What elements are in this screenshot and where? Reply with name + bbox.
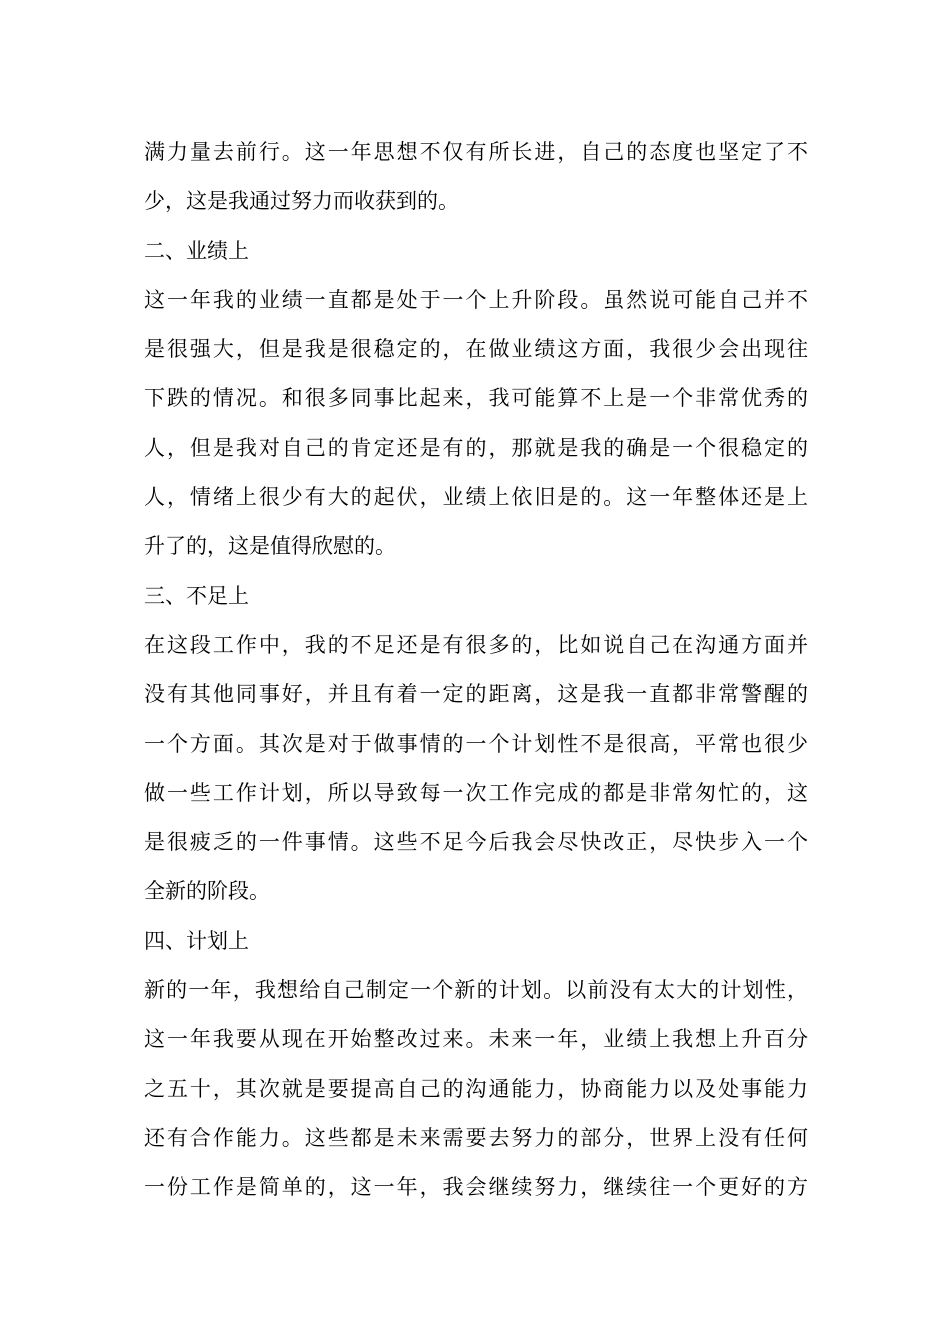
text-line-16: 全新的阶段。 [144,879,270,904]
text-line-6: 下跌的情况。和很多同事比起来，我可能算不上是一个非常优秀的 [144,386,808,411]
text-line-13: 一个方面。其次是对于做事情的一个计划性不是很高，平常也很少 [144,731,808,756]
text-line-2: 少，这是我通过努力而收获到的。 [144,189,459,214]
text-line-15: 是很疲乏的一件事情。这些不足今后我会尽快改正，尽快步入一个 [144,830,808,855]
text-line-7: 人，但是我对自己的肯定还是有的，那就是我的确是一个很稳定的 [144,435,808,460]
text-line-21: 还有合作能力。这些都是未来需要去努力的部分，世界上没有任何 [144,1125,808,1150]
text-line-14: 做一些工作计划，所以导致每一次工作完成的都是非常匆忙的，这 [144,780,808,805]
text-line-11: 在这段工作中，我的不足还是有很多的，比如说自己在沟通方面并 [144,632,808,657]
text-line-9: 升了的，这是值得欣慰的。 [144,534,396,559]
text-line-18: 新的一年，我想给自己制定一个新的计划。以前没有太大的计划性， [144,978,808,1003]
text-line-20: 之五十，其次就是要提高自己的沟通能力，协商能力以及处事能力 [144,1076,808,1101]
text-line-12: 没有其他同事好，并且有着一定的距离，这是我一直都非常警醒的 [144,682,808,707]
text-line-4: 这一年我的业绩一直都是处于一个上升阶段。虽然说可能自己并不 [144,287,808,312]
section-heading-performance: 二、业绩上 [144,238,249,263]
section-heading-plan: 四、计划上 [144,928,249,953]
text-line-5: 是很强大，但是我是很稳定的，在做业绩这方面，我很少会出现往 [144,337,808,362]
text-line-22: 一份工作是简单的，这一年，我会继续努力，继续往一个更好的方 [144,1175,808,1200]
section-heading-shortcomings: 三、不足上 [144,583,249,608]
text-line-8: 人，情绪上很少有大的起伏，业绩上依旧是的。这一年整体还是上 [144,485,808,510]
text-line-1: 满力量去前行。这一年思想不仅有所长进，自己的态度也坚定了不 [144,140,808,164]
body-text [144,128,808,1213]
text-line-19: 这一年我要从现在开始整改过来。未来一年，业绩上我想上升百分 [144,1027,808,1052]
